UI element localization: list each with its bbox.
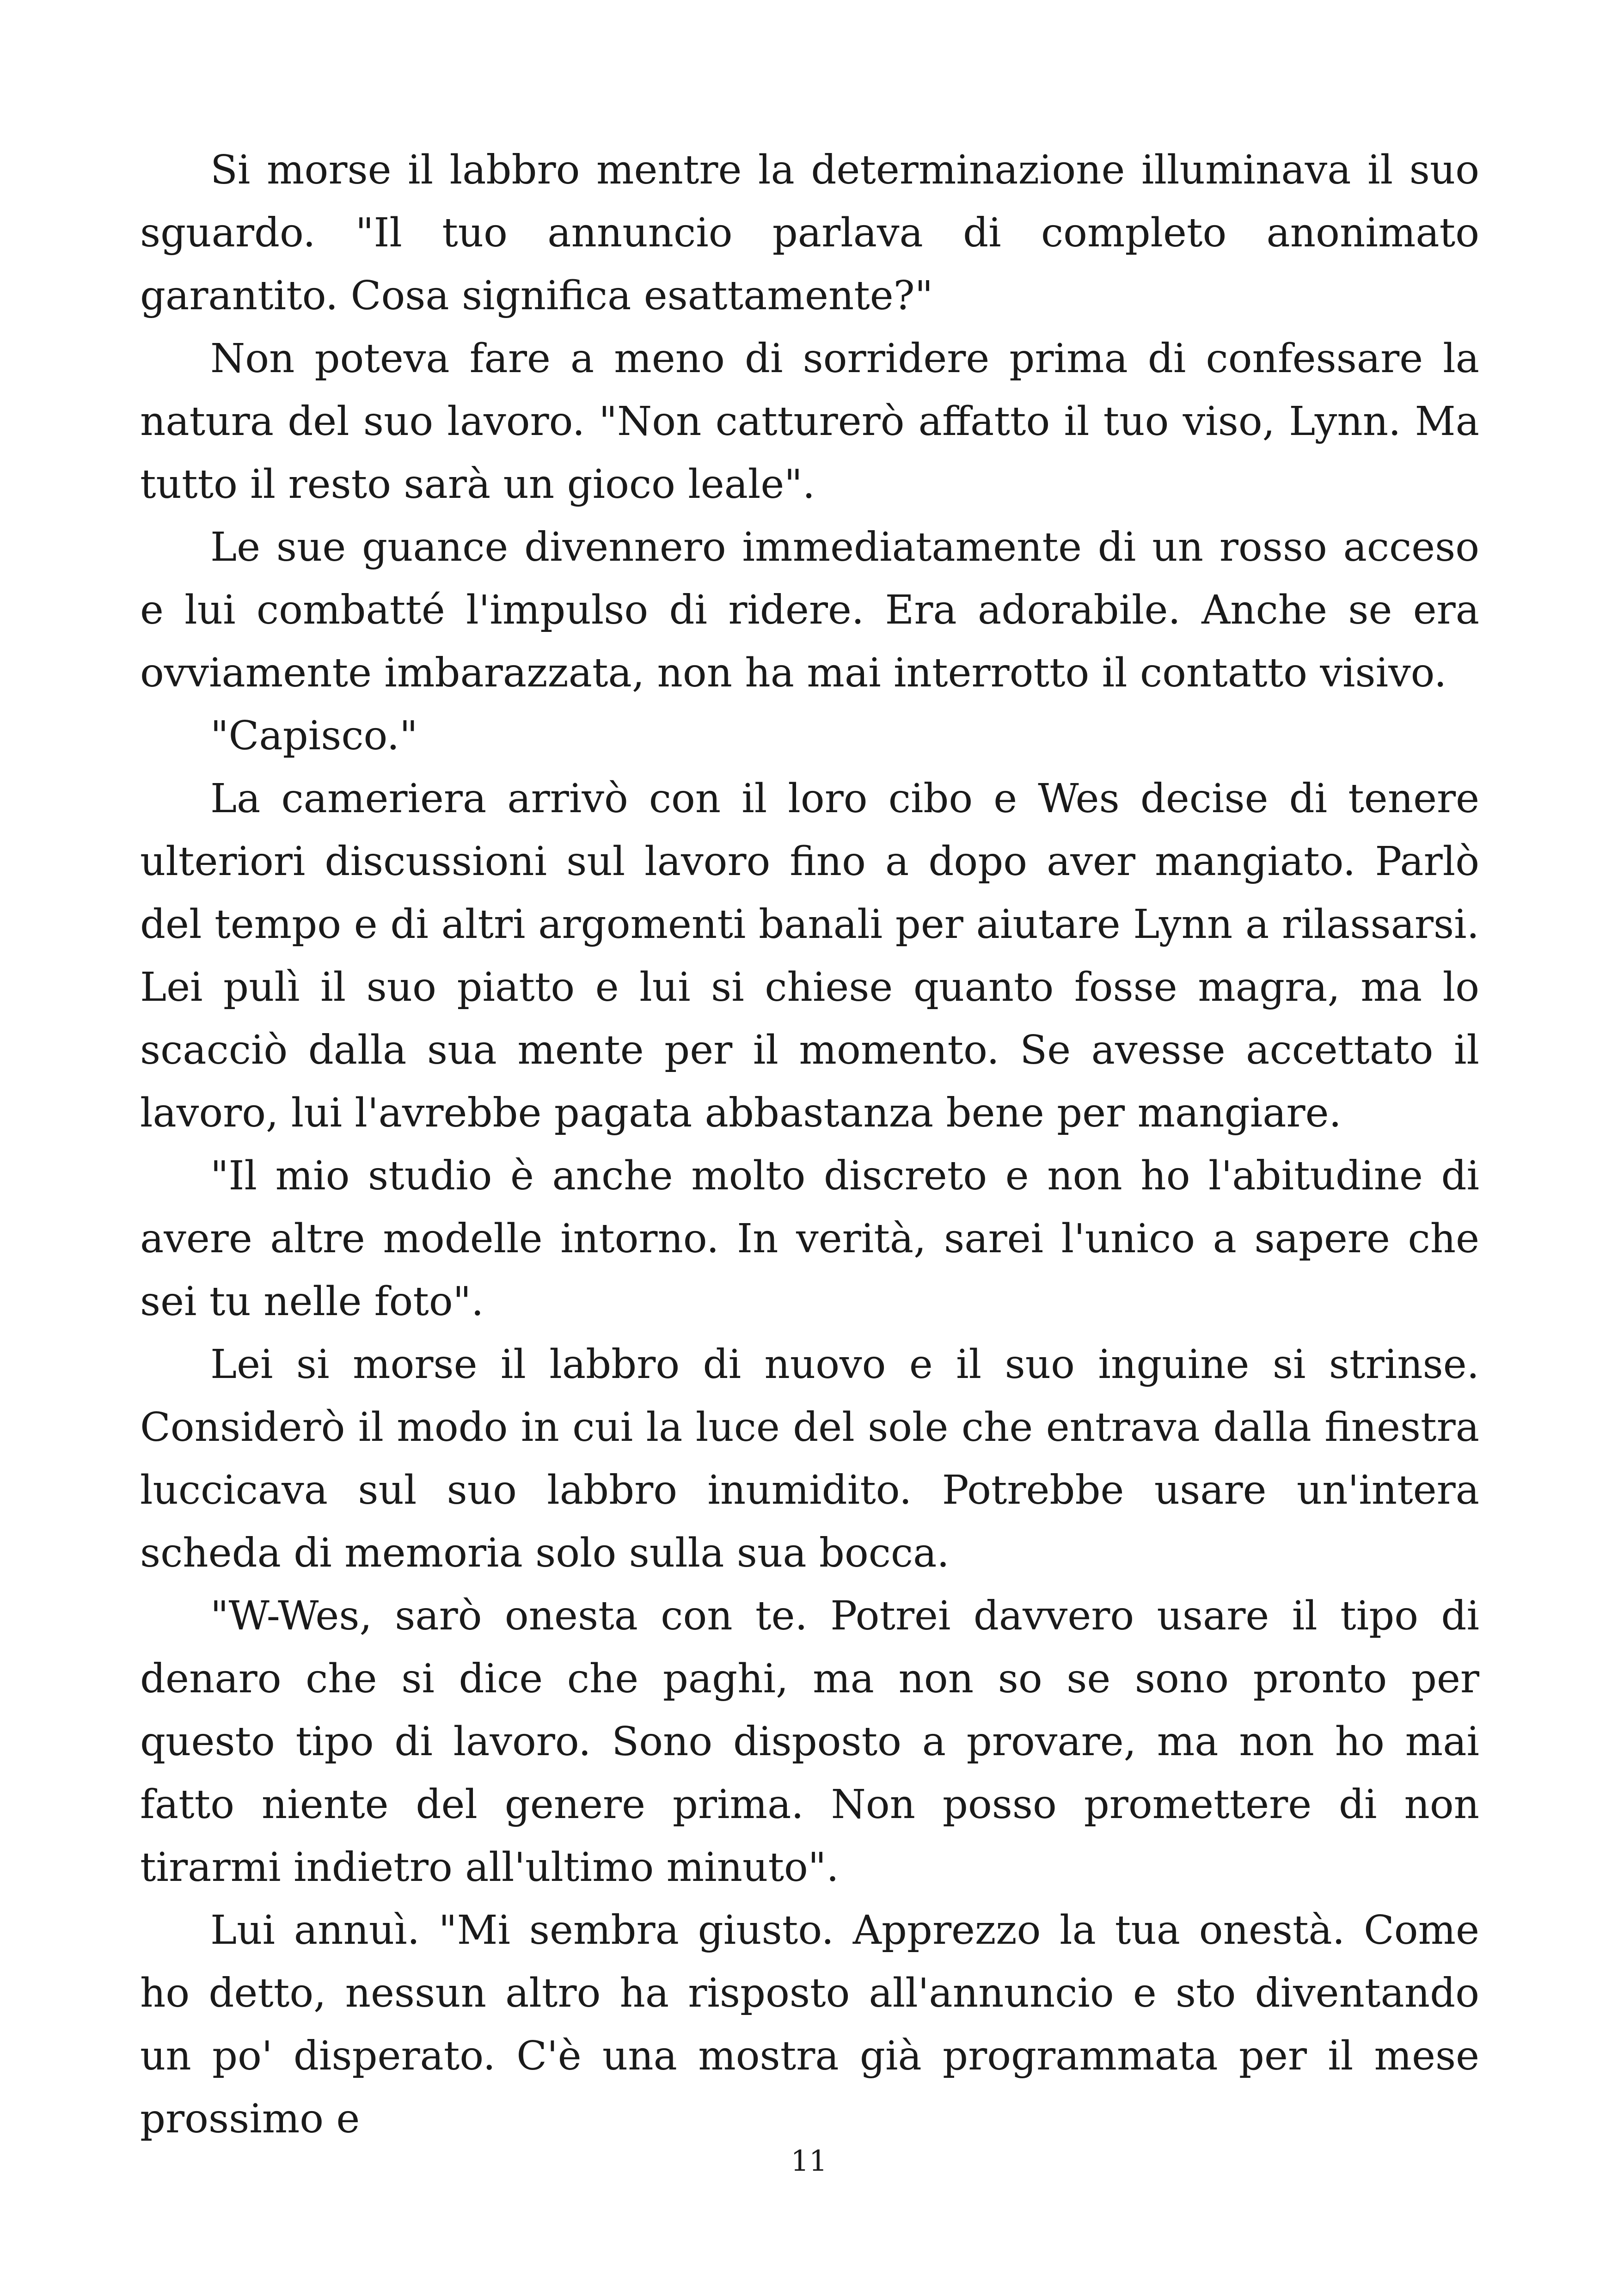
paragraph: Non poteva fare a meno di sorridere prima di confessare la natura del suo lavoro. "Non catturerò affatto il tuo viso, Lynn. Ma tutto il resto sarà un gioco leale".: [140, 336, 1479, 508]
paragraph: Lui annuì. "Mi sembra giusto. Apprezzo la tua onestà. Come ho detto, nessun altro ha risposto all'annuncio e sto diventando un po' disperato. C'è una mostra già programmata per il mese prossimo e: [140, 1907, 1479, 2142]
page-number: 11: [791, 2144, 827, 2178]
paragraph: Si morse il labbro mentre la determinazione illuminava il suo sguardo. "Il tuo annuncio parlava di completo anonimato garantito. Cosa significa esattamente?": [140, 147, 1479, 319]
paragraph: "Il mio studio è anche molto discreto e non ho l'abitudine di avere altre modelle intorno. In verità, sarei l'unico a sapere che sei tu nelle foto".: [140, 1153, 1479, 1325]
paragraph: La cameriera arrivò con il loro cibo e Wes decise di tenere ulteriori discussioni sul lavoro fino a dopo aver mangiato. Parlò del tempo e di altri argomenti banali per aiutare Lynn a rilassarsi. Lei pulì il suo piatto e lui si chiese quanto fosse magra, ma lo scacciò dalla sua mente per il momento. Se avesse accettato il lavoro, lui l'avrebbe pagata abbastanza bene per mangiare.: [140, 776, 1479, 1136]
paragraph: "Capisco.": [210, 713, 418, 759]
paragraph: Lei si morse il labbro di nuovo e il suo inguine si strinse. Considerò il modo in cui la luce del sole che entrava dalla finestra luccicava sul suo labbro inumidito. Potrebbe usare un'intera scheda di memoria solo sulla sua bocca.: [140, 1341, 1479, 1576]
paragraph: Le sue guance divennero immediatamente di un rosso acceso e lui combatté l'impulso di ridere. Era adorabile. Anche se era ovviamente imbarazzata, non ha mai interrotto il contatto visivo.: [140, 524, 1479, 696]
page-body-text: [140, 139, 1479, 2150]
paragraph: "W-Wes, sarò onesta con te. Potrei davvero usare il tipo di denaro che si dice che paghi, ma non so se sono pronto per questo tipo di lavoro. Sono disposto a provare, ma non ho mai fatto niente del genere prima. Non posso promettere di non tirarmi indietro all'ultimo minuto".: [140, 1593, 1479, 1891]
